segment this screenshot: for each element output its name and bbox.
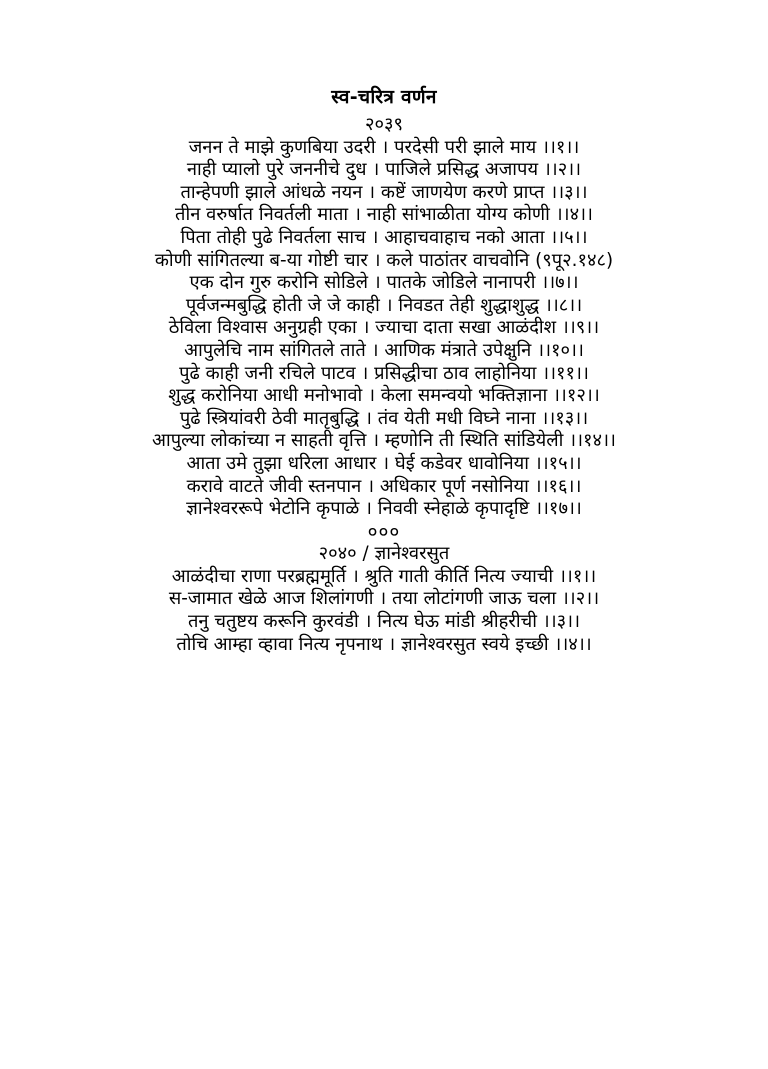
document-content: [0, 84, 768, 656]
verse-line: करावे वाटते जीवी स्तनपान । अधिकार पूर्ण नसोनिया ।।१६।।: [186, 475, 582, 497]
verse-line: स-जामात खेळे आज शिलांगणी । तया लोटांगणी जाऊ चला ।।२।।: [168, 588, 600, 610]
verse-line: आळंदीचा राणा परब्रह्ममूर्ति । श्रुति गाती कीर्ति नित्य ज्याची ।।१।।: [171, 565, 597, 587]
verse-line: जनन ते माझे कुणबिया उदरी । परदेसी परी झाले माय ।।१।।: [188, 136, 580, 158]
section-number: २०४० / ज्ञानेश्वरसुत: [318, 543, 450, 565]
section-number: २०३९: [364, 114, 404, 135]
verse-line: ठेविला विश्वास अनुग्रही एका । ज्याचा दाता सखा आळंदीश ।।९।।: [168, 317, 600, 339]
verse-line: शुद्ध करोनिया आधी मनोभावो । केला समन्वयो भक्तिज्ञाना ।।१२।।: [168, 385, 600, 407]
verse-line: एक दोन गुरु करोनि सोडिले । पातके जोडिले नानापरी ।।७।।: [189, 272, 579, 294]
verse-line: कोणी सांगितल्या ब-या गोष्टी चार । कले पाठांतर वाचवोनि (९पू२.१४८): [154, 249, 614, 271]
verse-line: पिता तोही पुढे निवर्तला साच । आहाचवाहाच नको आता ।।५।।: [180, 226, 588, 248]
verse-line: पुढे स्त्रियांवरी ठेवी मातृबुद्धि । तंव येती मधी विघ्ने नाना ।।१३।।: [179, 407, 589, 429]
section-divider: ०००: [367, 520, 401, 543]
verse-line: पुढे काही जनी रचिले पाटव । प्रसिद्धीचा ठाव लाहोनिया ।।११।।: [179, 362, 589, 384]
verse-line: नाही प्यालो पुरे जननीचे दुध । पाजिले प्रसिद्ध अजापय ।।२।।: [186, 159, 582, 181]
verse-line: तोचि आम्हा व्हावा नित्य नृपनाथ । ज्ञानेश्वरसुत स्वये इच्छी ।।४।।: [176, 633, 592, 655]
verse-line: ज्ञानेश्वररूपे भेटोनि कृपाळे । निववी स्नेहाळे कृपादृष्टि ।।१७।।: [186, 498, 582, 520]
verse-line: आपुल्या लोकांच्या न साहती वृत्ति । म्हणोनि ती स्थिति सांडियेली ।।१४।।: [152, 430, 616, 452]
verse-line: तीन वरुर्षात निवर्तली माता । नाही सांभाळीता योग्य कोणी ।।४।।: [175, 204, 593, 226]
verse-line: आता उमे तुझा धरिला आधार । घेई कडेवर धावोनिया ।।१५।।: [186, 452, 582, 474]
document-title: स्व-चरित्र वर्णन: [331, 86, 437, 108]
verse-line: तान्हेपणी झाले आंधळे नयन । कष्टें जाणयेण करणे प्राप्त ।।३।।: [180, 181, 588, 203]
verse-line: आपुलेचि नाम सांगितले ताते । आणिक मंत्राते उपेक्षुनि ।।१०।।: [184, 339, 584, 361]
verse-line: तनु चतुष्टय करूनि कुरवंडी । नित्य घेऊ मांडी श्रीहरीची ।।३।।: [187, 611, 581, 633]
verse-line: पूर्वजन्मबुद्धि होती जे जे काही । निवडत तेही शुद्धाशुद्ध ।।८।।: [185, 294, 583, 316]
